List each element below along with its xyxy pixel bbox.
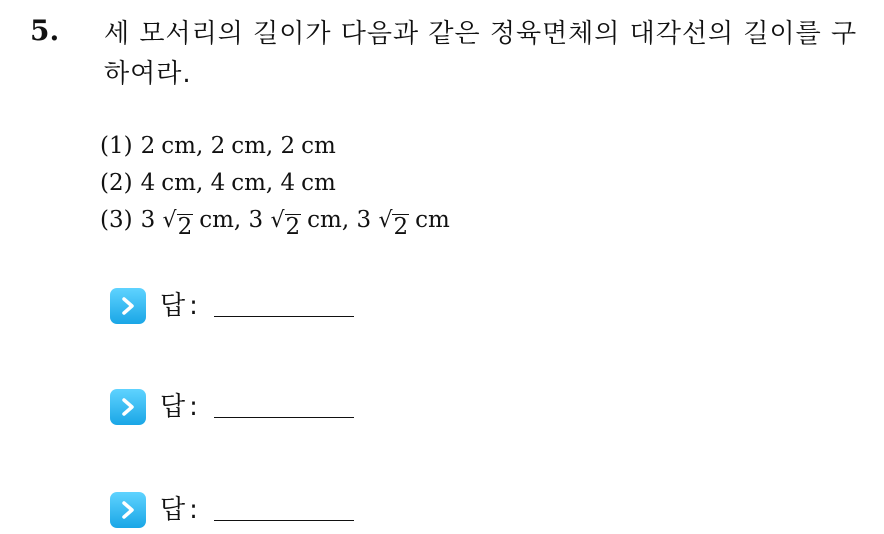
chevron-right-icon: [110, 492, 146, 528]
choice-3-value-3: [357, 202, 450, 239]
choice-3: [100, 202, 450, 239]
answer-label: 답: [160, 291, 186, 321]
coefficient: 4: [210, 170, 226, 196]
coefficient: 2: [210, 133, 226, 159]
radicand: 2: [393, 214, 409, 240]
unit: cm: [161, 170, 196, 196]
coefficient: 2: [280, 133, 296, 159]
square-root: [378, 202, 409, 239]
choice-3-value-2: [249, 202, 342, 239]
unit: cm: [199, 207, 234, 233]
comma: ,: [265, 170, 281, 196]
comma: ,: [195, 133, 211, 159]
answer-colon: :: [189, 291, 198, 321]
choice-2-value-2: [211, 165, 266, 202]
choice-list: [100, 128, 450, 239]
comma: ,: [195, 170, 211, 196]
radical-sign: √: [378, 208, 393, 233]
answer-row-3: [110, 490, 198, 530]
answer-colon: :: [189, 392, 198, 422]
answer-colon: :: [189, 495, 198, 525]
answer-label: 답: [160, 392, 186, 422]
choice-2-number: (2): [100, 170, 133, 196]
chevron-right-icon: [110, 389, 146, 425]
coefficient: 4: [140, 170, 156, 196]
question-text: 세 모서리의 길이가 다음과 같은 정육면체의 대각선의 길이를 구하여라.: [104, 19, 858, 89]
coefficient: 3: [140, 207, 156, 233]
radicand: 2: [285, 214, 301, 240]
radical-sign: √: [270, 208, 285, 233]
choice-1: [100, 128, 450, 165]
coefficient: 2: [140, 133, 156, 159]
answer-blank[interactable]: [214, 417, 354, 418]
unit: cm: [415, 207, 450, 233]
answer-blank[interactable]: [214, 520, 354, 521]
unit: cm: [231, 170, 266, 196]
chevron-right-icon: [110, 288, 146, 324]
choice-1-value-1: [141, 128, 196, 165]
unit: cm: [231, 133, 266, 159]
unit: cm: [301, 133, 336, 159]
choice-2-value-1: [141, 165, 196, 202]
square-root: [271, 202, 302, 239]
choice-1-value-3: [281, 128, 336, 165]
choice-2: [100, 165, 450, 202]
answer-row-2: [110, 387, 198, 427]
unit: cm: [161, 133, 196, 159]
unit: cm: [301, 170, 336, 196]
comma: ,: [341, 207, 357, 233]
question-number: 5.: [30, 14, 60, 47]
answer-label: 답: [160, 495, 186, 525]
square-root: [163, 202, 194, 239]
radical-sign: √: [162, 208, 177, 233]
unit: cm: [307, 207, 342, 233]
coefficient: 3: [356, 207, 372, 233]
choice-3-value-1: [141, 202, 234, 239]
radicand: 2: [177, 214, 193, 240]
comma: ,: [233, 207, 249, 233]
coefficient: 4: [280, 170, 296, 196]
comma: ,: [265, 133, 281, 159]
choice-3-number: (3): [100, 207, 133, 233]
choice-1-value-2: [211, 128, 266, 165]
answer-row-1: [110, 286, 198, 326]
choice-1-number: (1): [100, 133, 133, 159]
choice-2-value-3: [281, 165, 336, 202]
coefficient: 3: [248, 207, 264, 233]
answer-blank[interactable]: [214, 316, 354, 317]
